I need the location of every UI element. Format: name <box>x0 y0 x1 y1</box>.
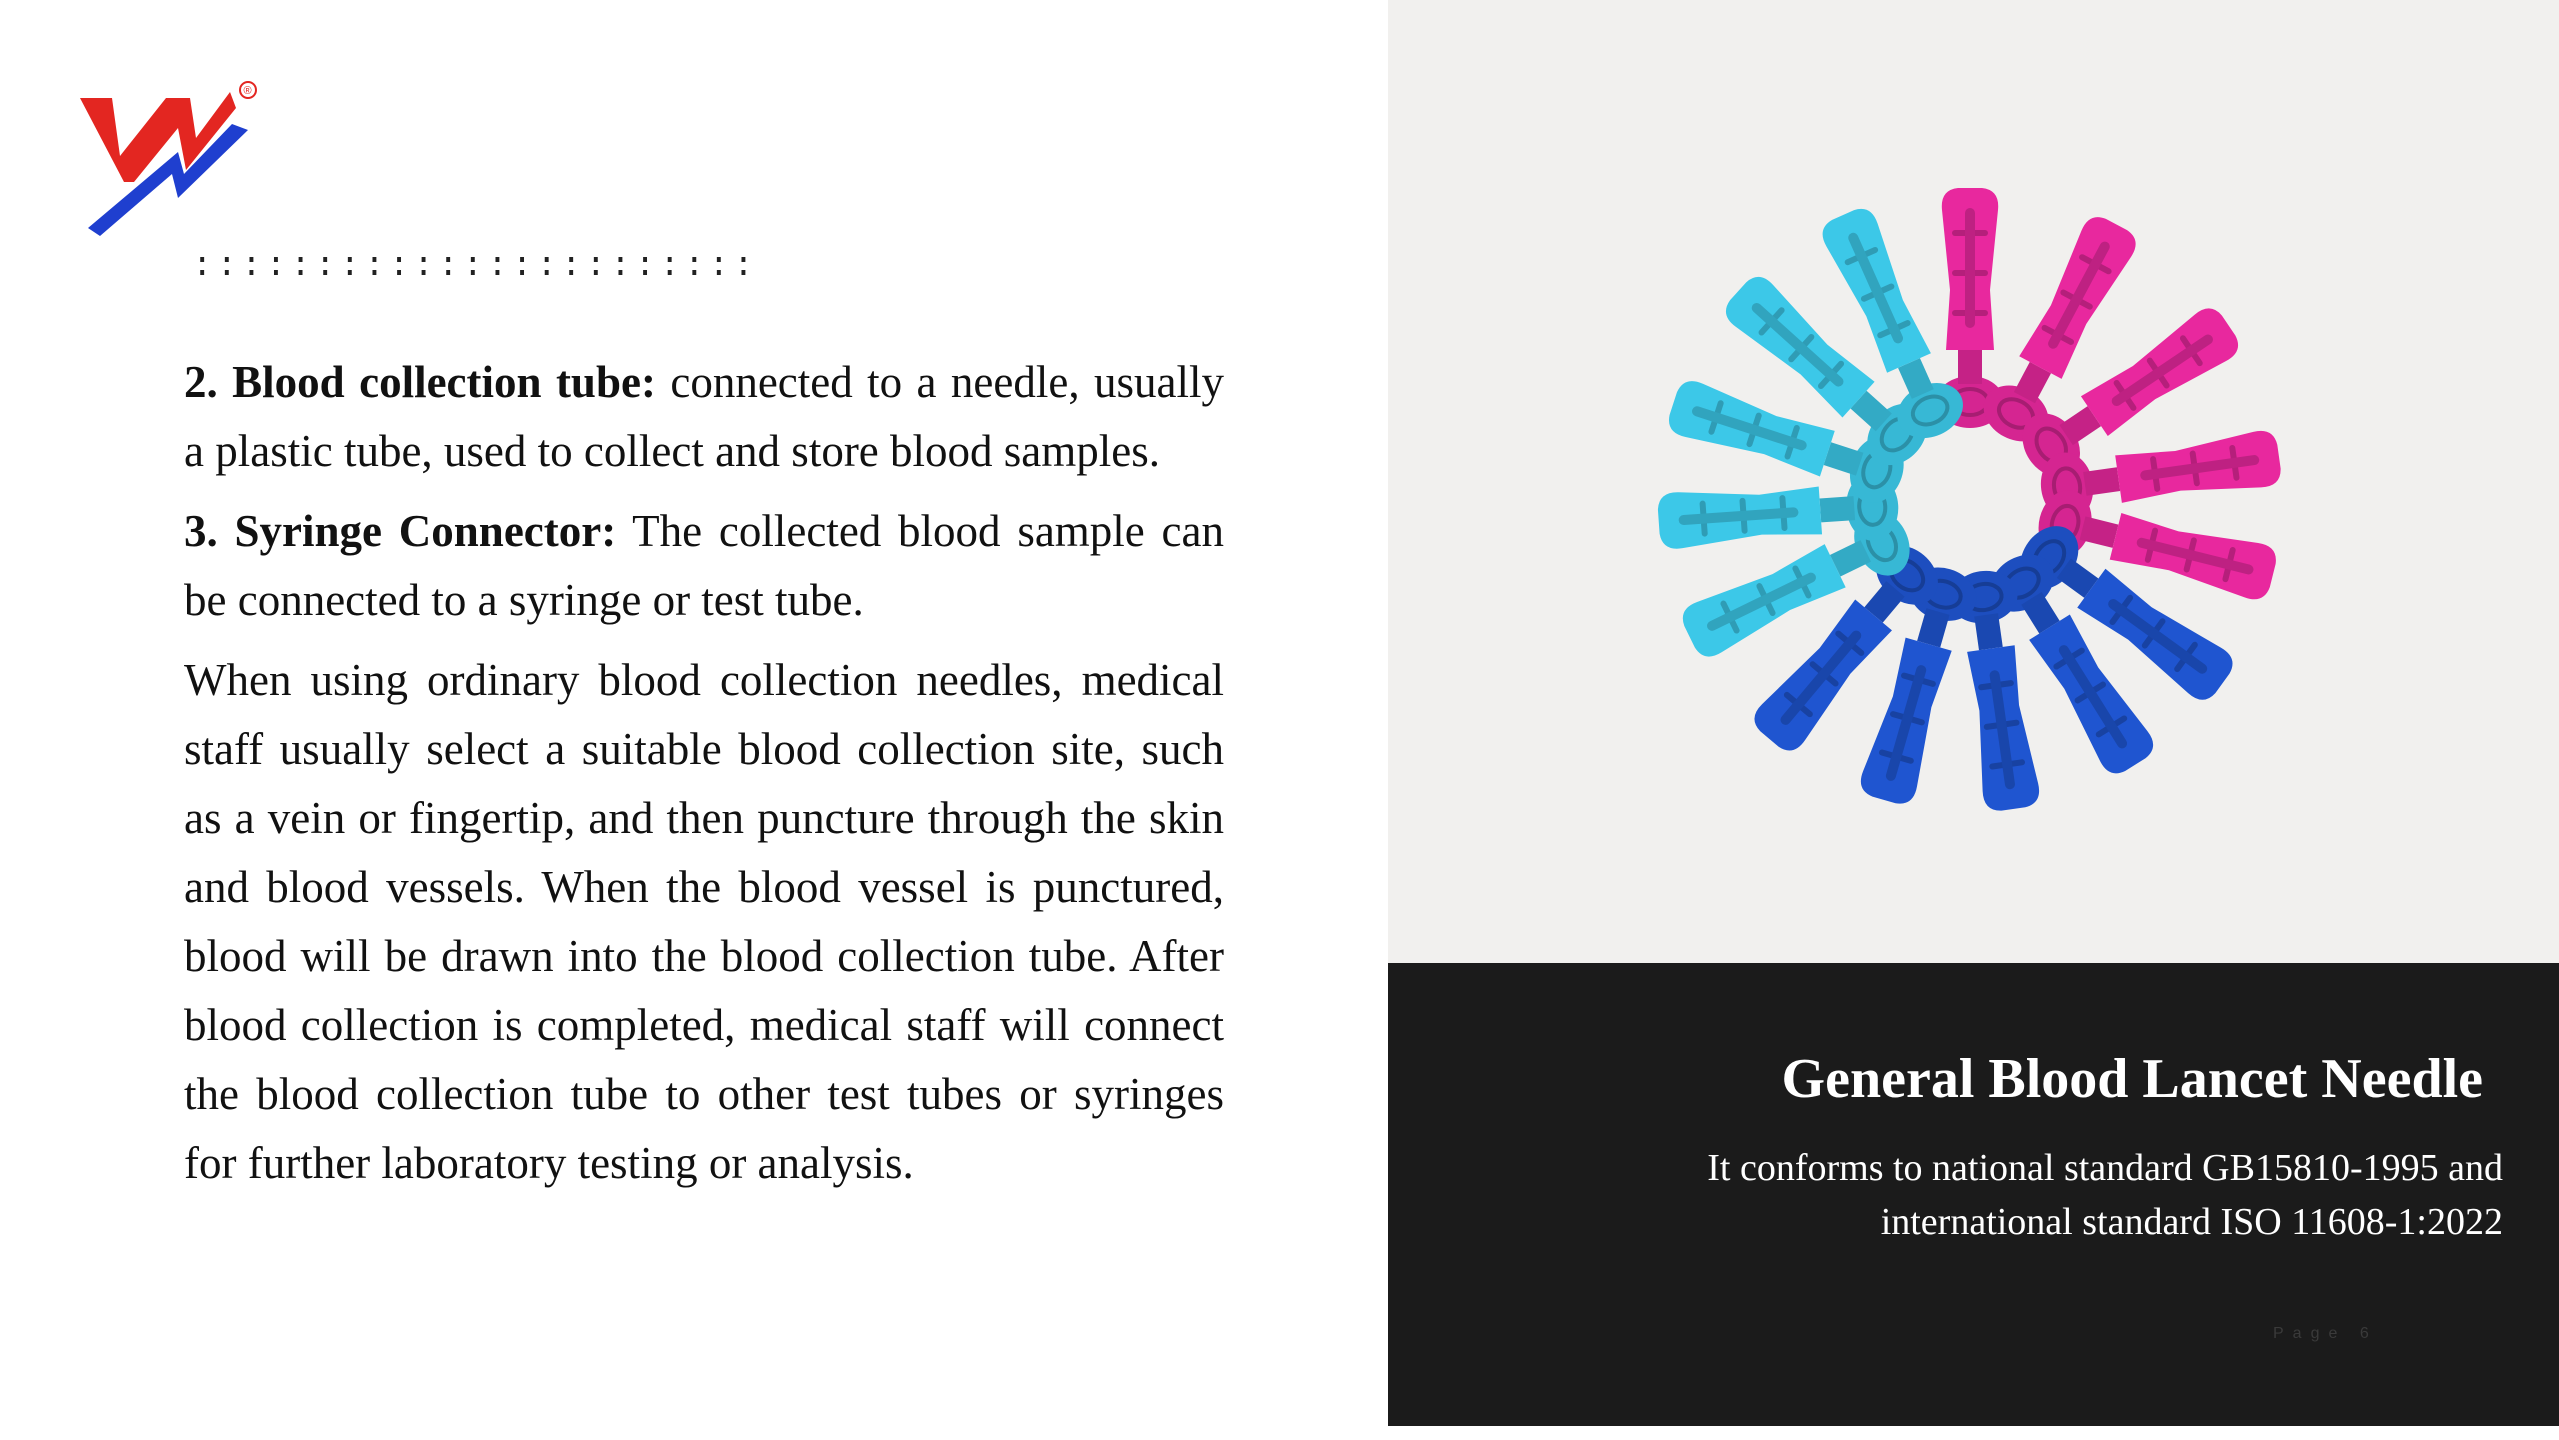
caption-line-1: It conforms to national standard GB15810-1995 and <box>1707 1147 2503 1189</box>
heading-blood-collection-tube: 2. Blood collection tube: <box>184 357 656 407</box>
decorative-dots: ::::::::::::::::::::::: <box>192 248 758 286</box>
lancet-needles-image <box>1388 0 2559 963</box>
product-photo <box>1388 0 2559 963</box>
registered-mark: ® <box>243 85 252 97</box>
caption-box <box>1388 963 2559 1426</box>
body-text <box>184 348 1224 1209</box>
caption-title: General Blood Lancet Needle <box>1781 1048 2483 1110</box>
caption-subtitle <box>1503 1141 2503 1249</box>
brand-logo <box>78 78 268 238</box>
logo-red-stroke <box>80 92 236 182</box>
text-syringe-connector: The collected blood sample can be connected to a syringe or test tube. <box>184 506 1224 625</box>
caption-line-2: international standard ISO 11608-1:2022 <box>1880 1201 2503 1243</box>
paragraph-blood-collection-tube <box>184 348 1224 486</box>
page-number: Page 6 <box>2273 1325 2378 1342</box>
heading-syringe-connector: 3. Syringe Connector: <box>184 506 617 556</box>
paragraph-usage: When using ordinary blood collection needles, medical staff usually select a suitable blood collection site, such as a vein or fingertip, and then puncture through the skin and blood vessels. When the blood vessel is punctured, blood will be drawn into the blood collection tube. After blood collection is completed, medical staff will connect the blood collection tube to other test tubes or syringes for further laboratory testing or analysis. <box>184 655 1224 1188</box>
text-blood-collection-tube: connected to a needle, usually a plastic tube, used to collect and store blood samples. <box>184 357 1224 476</box>
image-panel <box>1388 0 2559 1440</box>
paragraph-syringe-connector <box>184 497 1224 635</box>
